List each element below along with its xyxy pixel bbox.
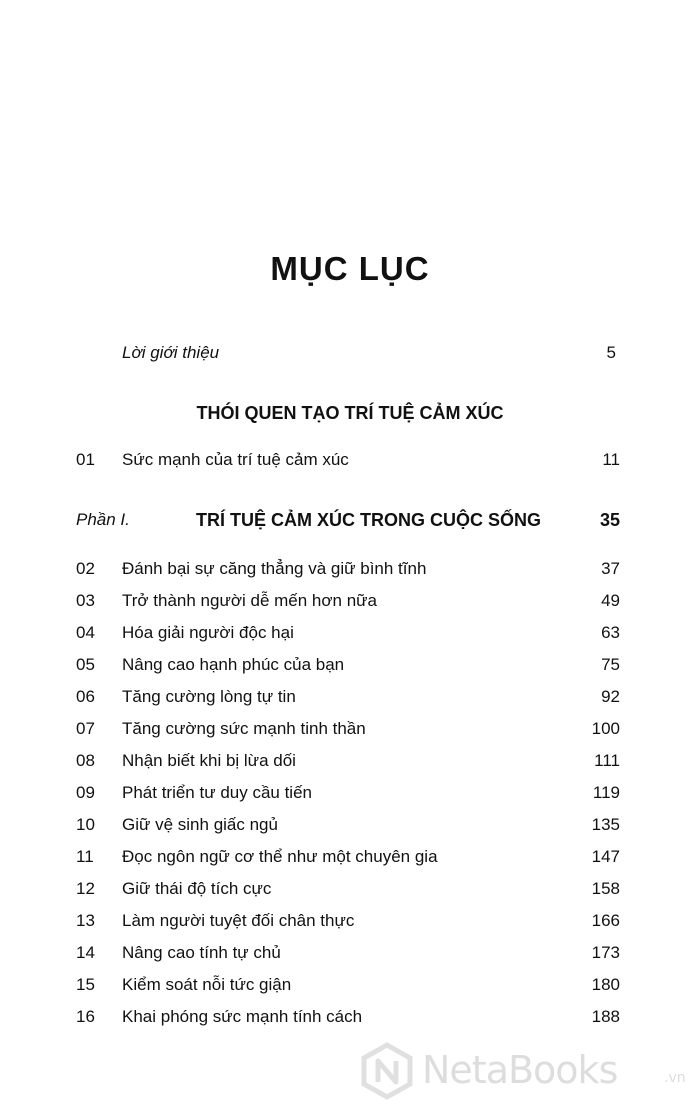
toc-chapter-title: Trở thành người dễ mến hơn nữa (122, 591, 377, 610)
toc-intro-label: Lời giới thiệu (122, 343, 220, 362)
toc-chapter-title: Giữ thái độ tích cực (122, 879, 272, 898)
toc-chapter-number: 10 (76, 815, 95, 834)
toc-chapter-title: Làm người tuyệt đối chân thực (122, 911, 355, 930)
toc-chapter-number: 07 (76, 719, 95, 738)
toc-chapter-title: Giữ vệ sinh giấc ngủ (122, 815, 278, 834)
toc-chapter-number: 04 (76, 623, 95, 642)
toc-row (0, 655, 700, 681)
part-page: 35 (599, 510, 620, 530)
toc-chapter-title: Tăng cường lòng tự tin (122, 687, 296, 706)
toc-chapter-title: Nâng cao hạnh phúc của bạn (122, 655, 345, 674)
toc-row (0, 591, 700, 617)
toc-chapter-number: 02 (76, 559, 95, 578)
toc-chapter-title: Phát triển tư duy cầu tiến (122, 783, 312, 802)
toc-intro-page: 5 (606, 343, 616, 362)
toc-chapter-number: 01 (76, 450, 95, 469)
toc-chapter-number: 09 (76, 783, 95, 802)
toc-row (0, 847, 700, 873)
toc-chapter-page: 100 (591, 719, 620, 738)
toc-chapter-number: 12 (76, 879, 95, 898)
toc-chapter-number: 16 (76, 1007, 95, 1026)
toc-row (0, 815, 700, 841)
toc-row (0, 450, 700, 476)
toc-chapter-page: 119 (592, 783, 620, 802)
part-title: TRÍ TUỆ CẢM XÚC TRONG CUỘC SỐNG (196, 510, 541, 530)
watermark (358, 1040, 698, 1100)
toc-row (0, 879, 700, 905)
toc-chapter-page: 147 (591, 847, 620, 866)
page-title: MỤC LỤC (270, 250, 430, 287)
toc-chapter-number: 08 (76, 751, 95, 770)
toc-chapter-number: 06 (76, 687, 95, 706)
toc-chapter-page: 11 (602, 450, 620, 469)
toc-row (0, 911, 700, 937)
toc-chapter-number: 13 (76, 911, 95, 930)
toc-chapter-page: 111 (594, 751, 620, 770)
toc-row (0, 751, 700, 777)
toc-chapter-page: 188 (591, 1007, 620, 1026)
toc-chapter-title: Nhận biết khi bị lừa dối (122, 751, 296, 770)
toc-chapter-title: Hóa giải người độc hại (122, 623, 294, 642)
toc-chapter-page: 180 (591, 975, 620, 994)
section-heading: THÓI QUEN TẠO TRÍ TUỆ CẢM XÚC (196, 403, 504, 423)
toc-chapter-title: Đánh bại sự căng thẳng và giữ bình tĩnh (122, 559, 427, 578)
toc-chapter-page: 173 (591, 943, 620, 962)
toc-row (0, 943, 700, 969)
netabooks-logo-icon (358, 1042, 416, 1100)
part-label: Phần I. (76, 510, 130, 529)
toc-chapter-title: Đọc ngôn ngữ cơ thể như một chuyên gia (122, 847, 438, 866)
watermark-suffix: .vn (664, 1070, 686, 1086)
toc-chapter-page: 135 (591, 815, 620, 834)
toc-chapter-page: 63 (601, 623, 620, 642)
toc-row (0, 559, 700, 585)
toc-chapter-page: 37 (601, 559, 620, 578)
toc-chapter-title: Kiểm soát nỗi tức giận (122, 975, 292, 994)
toc-chapter-title: Khai phóng sức mạnh tính cách (122, 1007, 363, 1026)
toc-chapter-page: 158 (591, 879, 620, 898)
toc-row (0, 975, 700, 1001)
toc-row (0, 719, 700, 745)
toc-row (0, 687, 700, 713)
toc-chapter-number: 03 (76, 591, 95, 610)
toc-chapter-number: 15 (76, 975, 95, 994)
toc-row (0, 1007, 700, 1033)
watermark-text: NetaBooks (422, 1048, 618, 1092)
toc-chapter-number: 05 (76, 655, 95, 674)
toc-chapter-page: 75 (601, 655, 620, 674)
toc-chapter-page: 92 (601, 687, 620, 706)
toc-chapter-title: Nâng cao tính tự chủ (122, 943, 281, 962)
toc-chapter-number: 11 (76, 847, 94, 866)
toc-chapter-page: 49 (601, 591, 620, 610)
toc-row (0, 783, 700, 809)
toc-chapter-title: Sức mạnh của trí tuệ cảm xúc (122, 450, 349, 469)
toc-chapter-page: 166 (591, 911, 620, 930)
toc-row (0, 623, 700, 649)
toc-chapter-number: 14 (76, 943, 95, 962)
toc-chapter-title: Tăng cường sức mạnh tinh thần (122, 719, 366, 738)
